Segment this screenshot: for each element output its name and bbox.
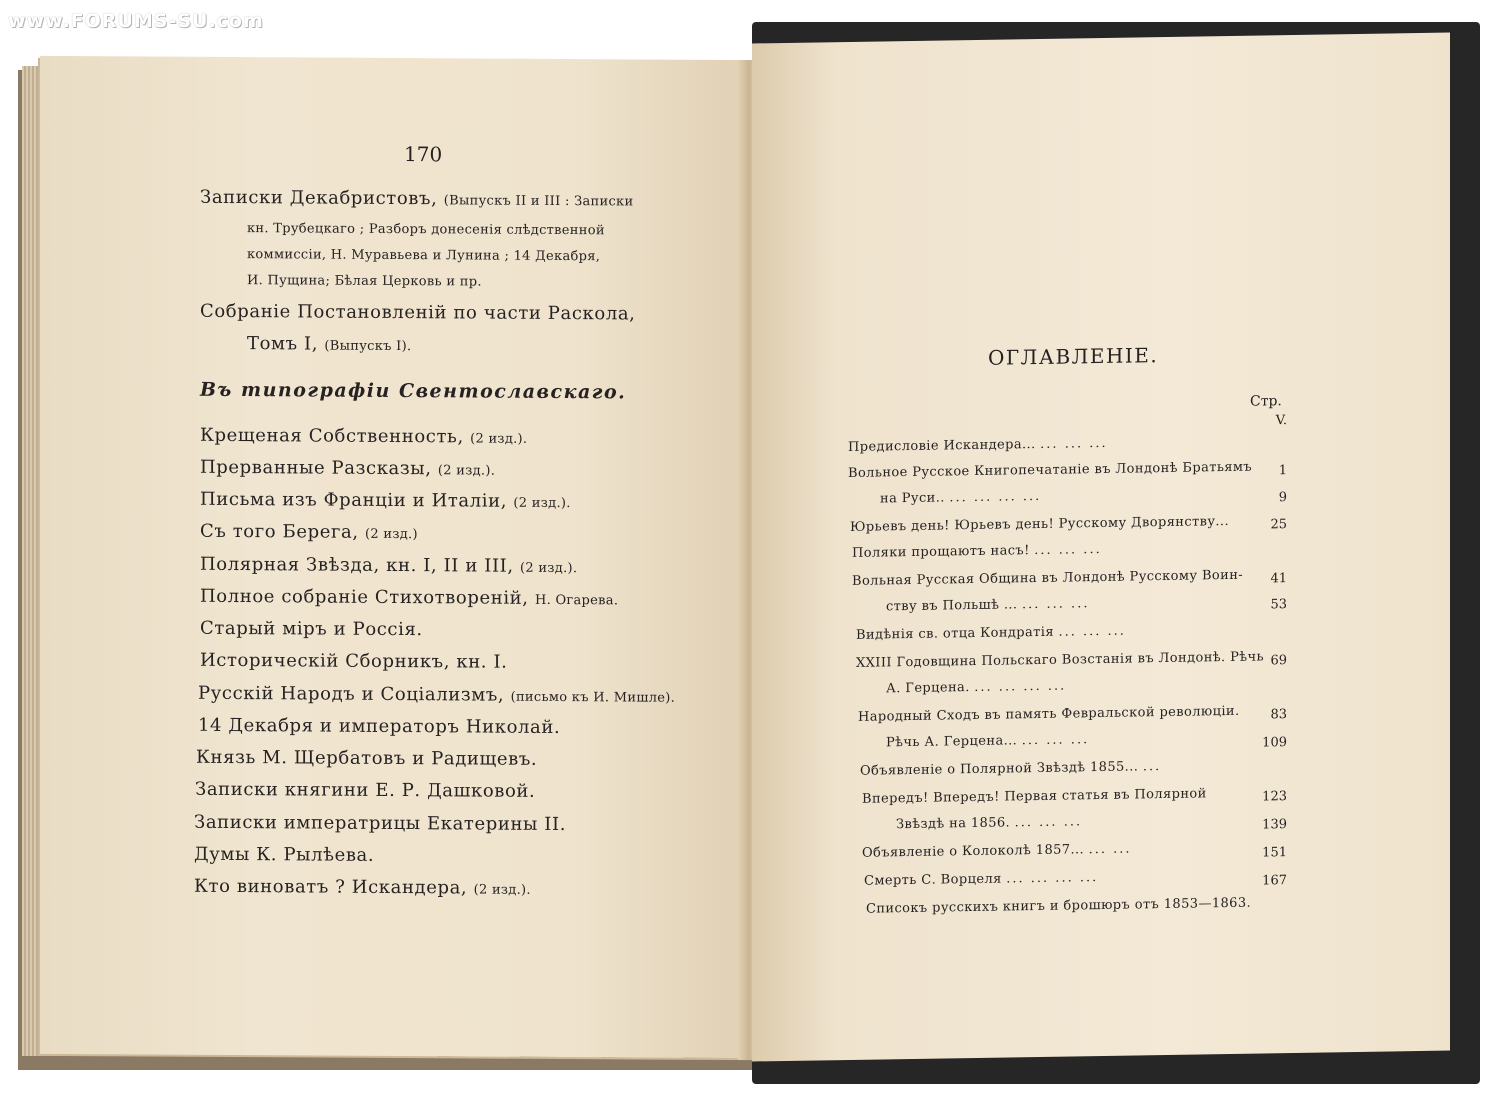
book-title: Полярная Звѣзда, кн. I, II и III, <box>200 553 514 577</box>
watermark: www.FORUMS-SU.com <box>8 10 264 32</box>
list-item <box>200 187 633 211</box>
list-item <box>200 457 495 480</box>
book-title: Историческій Сборникъ, кн. I. <box>200 649 508 673</box>
book-title: Кто виноватъ ? Искандера, <box>194 875 468 899</box>
toc-entry: Вольное Русское Книгопечатаніе въ Лондонѣ Братьямъ <box>848 459 1253 481</box>
toc-page-number: 123 <box>1262 789 1287 805</box>
entry-subline: И. Пущина; Бѣлая Церковь и пр. <box>247 273 482 290</box>
list-item <box>194 844 374 866</box>
entry-subline: кн. Трубецкаго ; Разборъ донесенія слѣдственной <box>247 221 605 239</box>
list-item <box>200 554 577 577</box>
toc-page-number: 109 <box>1262 735 1287 751</box>
book-note: (2 изд.). <box>473 882 531 898</box>
toc-entry: Списокъ русскихъ книгъ и брошюръ отъ 1853—1863. <box>866 895 1252 917</box>
toc-page-number: 167 <box>1262 873 1287 889</box>
book-title: Записки императрицы Екатерины II. <box>194 811 567 836</box>
book-note: (2 изд.). <box>520 560 578 577</box>
book-note: (письмо къ И. Мишле). <box>510 689 676 706</box>
toc-page-number: 1 <box>1278 463 1287 479</box>
toc-entry: XXIII Годовщина Польскаго Возстанія въ Лондонѣ. Рѣчь <box>856 649 1264 671</box>
page-column-label: Стр. <box>1250 393 1282 410</box>
right-page <box>752 33 1450 1062</box>
toc-page-number: 53 <box>1270 597 1287 613</box>
toc-title: ОГЛАВЛЕНІЕ. <box>988 343 1159 370</box>
toc-page-number: 41 <box>1270 571 1287 587</box>
book-title: Записки княгини Е. Р. Дашковой. <box>195 778 536 802</box>
entry-title: Томъ I, <box>247 333 319 355</box>
toc-entry: Народный Сходъ въ память Февральской революціи. <box>858 703 1240 725</box>
toc-entry: Впередъ! Впередъ! Первая статья въ Полярной <box>862 786 1207 807</box>
toc-page-number: 9 <box>1278 490 1287 506</box>
toc-entry: Рѣчь А. Герцена... ... ... ... <box>886 732 1090 751</box>
toc-page-number: V. <box>1275 413 1287 429</box>
toc-entry: Поляки прощаютъ насъ! ... ... ... <box>852 541 1102 561</box>
entry-title: Записки Декабристовъ, <box>200 186 438 210</box>
list-item <box>200 618 423 640</box>
list-item <box>200 301 636 325</box>
entry-note: (Выпускъ I). <box>324 338 412 355</box>
book-title: Съ того Берега, <box>200 520 359 543</box>
book-title: Прерванные Разсказы, <box>200 456 432 480</box>
entry-subline: коммиссіи, Н. Муравьева и Лунина ; 14 Декабря, <box>247 247 601 265</box>
toc-entry: Предисловіе Искандера... ... ... ... <box>848 435 1108 455</box>
toc-entry: А. Герцена. ... ... ... ... <box>886 678 1067 697</box>
toc-entry: Объявленіе о Полярной Звѣздѣ 1855... ... <box>860 759 1162 779</box>
book-title: Русскій Народъ и Соціализмъ, <box>198 682 505 706</box>
list-item <box>196 747 537 770</box>
book-title: Князь М. Щербатовъ и Радищевъ. <box>196 746 538 770</box>
book-title: 14 Декабря и императоръ Николай. <box>198 714 561 739</box>
book-title: Крещеная Собственность, <box>200 424 464 448</box>
list-item <box>200 650 507 673</box>
list-item <box>200 586 618 610</box>
toc-entry: Вольная Русская Община въ Лондонѣ Русскому Воин- <box>852 567 1244 589</box>
toc-entry: Видѣнія св. отца Кондратія ... ... ... <box>856 623 1126 643</box>
toc-entry: Юрьевъ день! Юрьевъ день! Русскому Дворянству... <box>850 513 1229 535</box>
toc-entry: ству въ Польшѣ ... ... ... ... <box>886 596 1090 615</box>
section-heading: Въ типографіи Свентославскаго. <box>200 378 627 404</box>
page-number: 170 <box>404 142 443 167</box>
left-page <box>40 56 752 1058</box>
toc-entry: Объявленіе о Колоколѣ 1857... ... ... <box>862 841 1132 861</box>
book-title: Полное собраніе Стихотвореній, <box>200 585 529 609</box>
book-note: Н. Огарева. <box>534 592 619 609</box>
toc-entry: на Руси.. ... ... ... ... <box>880 488 1042 507</box>
list-item <box>247 333 411 355</box>
book-note: (2 изд.). <box>437 463 496 479</box>
book-note: (2 изд.). <box>470 431 528 447</box>
entry-note: (Выпускъ II и III : Записки <box>443 193 634 210</box>
list-item <box>200 521 418 543</box>
list-item <box>200 425 527 448</box>
toc-page-number: 69 <box>1270 653 1287 669</box>
list-item <box>194 812 566 835</box>
book-title: Старый міръ и Россія. <box>200 617 423 641</box>
list-item <box>198 715 560 738</box>
list-item <box>194 876 531 899</box>
book-note: (2 изд.) <box>365 526 418 543</box>
book-title: Думы К. Рылѣева. <box>194 843 375 866</box>
entry-title: Собраніе Постановленій по части Раскола, <box>200 300 636 325</box>
toc-entry: Смерть С. Ворцеля ... ... ... ... <box>864 870 1099 889</box>
book-note: (2 изд.). <box>513 495 571 512</box>
toc-page-number: 25 <box>1270 517 1287 533</box>
list-item <box>195 779 535 802</box>
book-title: Письма изъ Франціи и Италіи, <box>200 488 508 512</box>
toc-page-number: 83 <box>1270 707 1287 723</box>
toc-page-number: 139 <box>1262 817 1287 833</box>
toc-page-number: 151 <box>1262 845 1287 861</box>
list-item <box>198 683 675 707</box>
list-item <box>200 489 571 512</box>
toc-entry: Звѣздѣ на 1856. ... ... ... <box>896 814 1083 833</box>
